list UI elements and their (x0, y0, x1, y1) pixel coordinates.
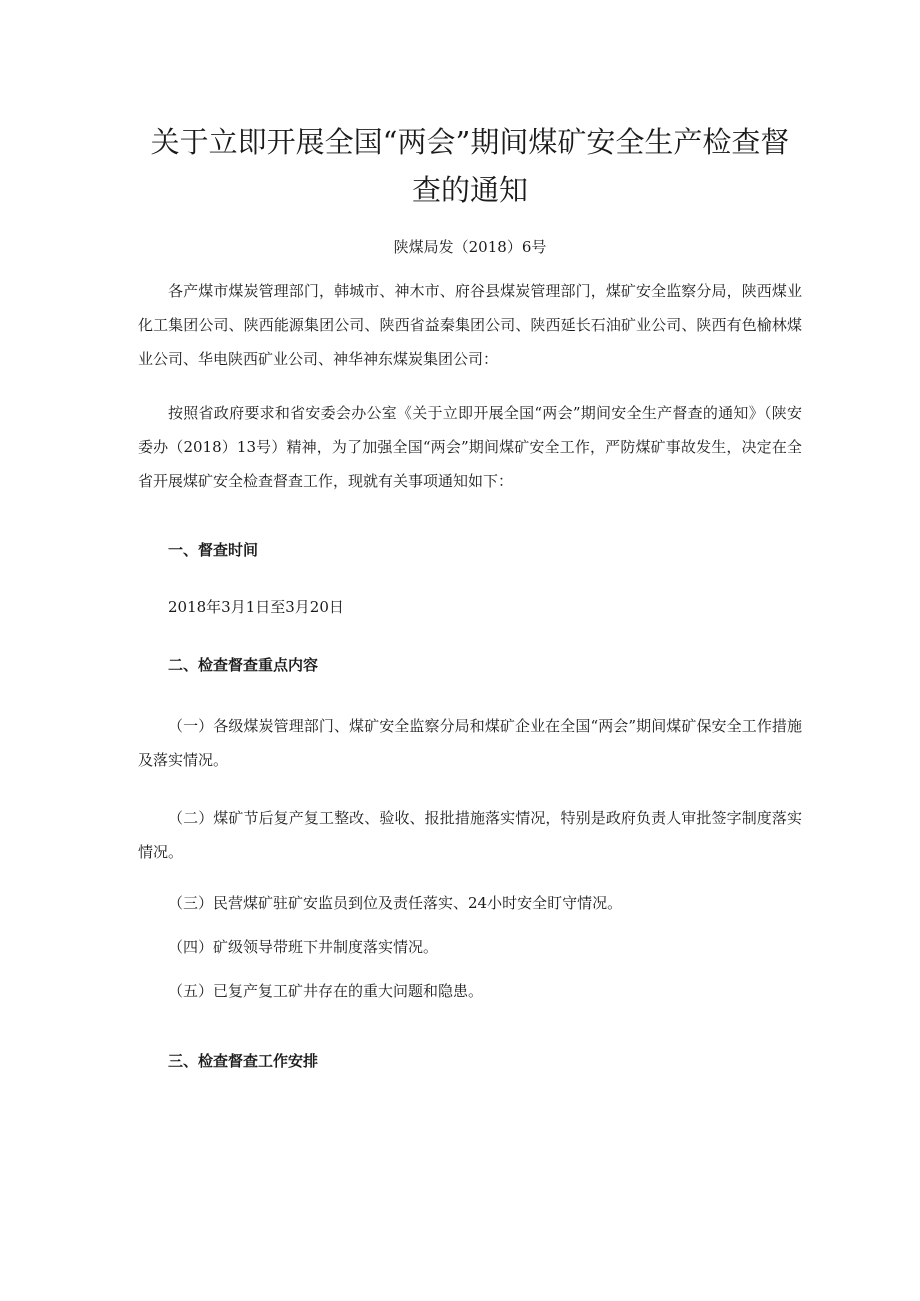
list-item: （二）煤矿节后复产复工整改、验收、报批措施落实情况，特别是政府负责人审批签字制度落实情况。 (138, 809, 802, 861)
supervision-period: 2018年3月1日至3月20日 (168, 598, 344, 616)
list-item: （三）民营煤矿驻矿安监员到位及责任落实、24小时安全盯守情况。 (168, 894, 623, 912)
section-heading-key-content: 二、检查督查重点内容 (168, 656, 319, 674)
addressee-paragraph: 各产煤市煤炭管理部门，韩城市、神木市、府谷县煤炭管理部门，煤矿安全监察分局，陕西煤业化工集团公司、陕西能源集团公司、陕西省益秦集团公司、陕西延长石油矿业公司、陕西有色榆林煤业公司、华电陕西矿业公司、神华神东煤炭集团公司： (138, 282, 802, 368)
document-title: 关于立即开展全国“两会”期间煤矿安全生产检查督查的通知 (150, 125, 790, 207)
intro-paragraph: 按照省政府要求和省安委会办公室《关于立即开展全国“两会”期间安全生产督查的通知》（陕安委办（2018）13号）精神，为了加强全国“两会”期间煤矿安全工作，严防煤矿事故发生，决定在全省开展煤矿安全检查督查工作，现就有关事项通知如下： (138, 404, 802, 490)
list-item: （五）已复产复工矿井存在的重大问题和隐患。 (168, 982, 484, 1000)
section-heading-supervision-time: 一、督查时间 (168, 541, 259, 559)
list-item: （四）矿级领导带班下井制度落实情况。 (168, 938, 439, 956)
list-item: （一）各级煤炭管理部门、煤矿安全监察分局和煤矿企业在全国“两会”期间煤矿保安全工作措施及落实情况。 (138, 717, 802, 769)
section-heading-work-arrangement: 三、检查督查工作安排 (168, 1052, 319, 1070)
document-number: 陕煤局发（2018）6号 (393, 238, 547, 256)
